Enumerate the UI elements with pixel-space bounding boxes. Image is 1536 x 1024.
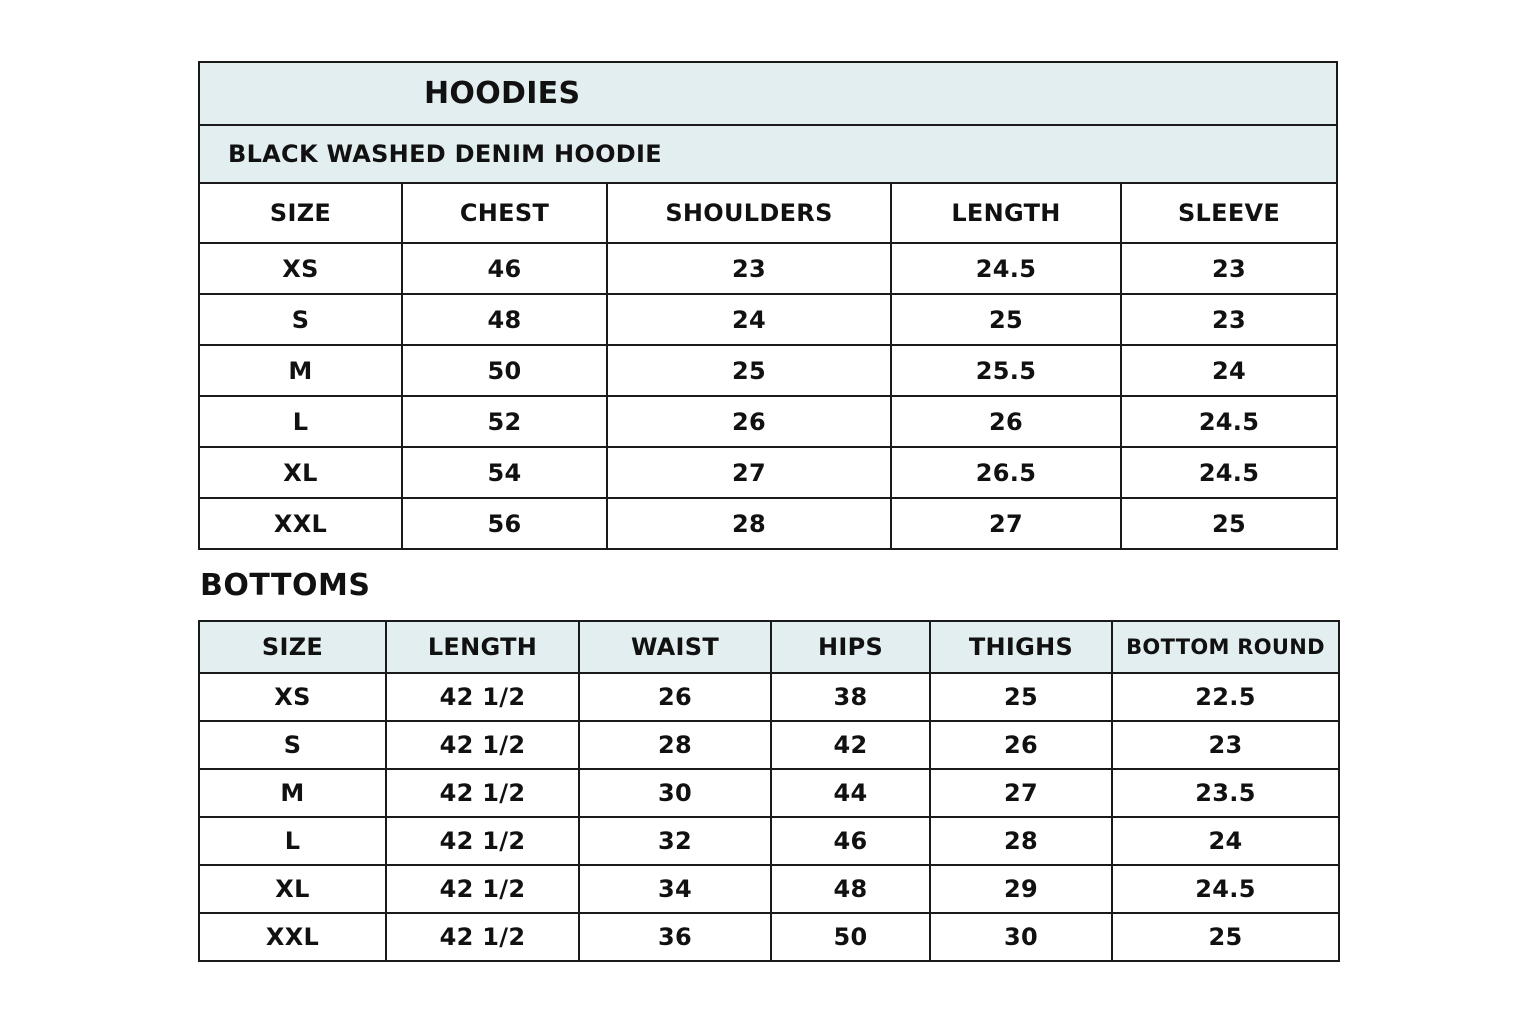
table-cell: 23 — [607, 243, 891, 294]
table-cell: 52 — [402, 396, 607, 447]
column-header: SHOULDERS — [607, 183, 891, 243]
product-name: BLACK WASHED DENIM HOODIE — [199, 125, 1337, 183]
table-cell: 24.5 — [1121, 447, 1337, 498]
column-header: WAIST — [579, 621, 771, 673]
table-cell: 42 — [771, 721, 930, 769]
table-row — [199, 447, 1337, 498]
table-row — [199, 294, 1337, 345]
table-row — [199, 498, 1337, 549]
table-cell: 28 — [930, 817, 1112, 865]
table-cell: S — [199, 294, 402, 345]
table-cell: XXL — [199, 498, 402, 549]
table-row — [199, 345, 1337, 396]
column-header: HIPS — [771, 621, 930, 673]
table-cell: 26 — [607, 396, 891, 447]
column-header: SIZE — [199, 621, 386, 673]
table-cell: 48 — [402, 294, 607, 345]
table-cell: 25 — [1121, 498, 1337, 549]
table-cell: 28 — [607, 498, 891, 549]
table-cell: 23 — [1112, 721, 1339, 769]
table-header-row — [199, 621, 1339, 673]
table-cell: 26 — [579, 673, 771, 721]
table-cell: 27 — [891, 498, 1121, 549]
table-cell: 42 1/2 — [386, 769, 579, 817]
table-cell: XS — [199, 673, 386, 721]
table-cell: 56 — [402, 498, 607, 549]
table-cell: XXL — [199, 913, 386, 961]
column-header: LENGTH — [891, 183, 1121, 243]
table-cell: 25.5 — [891, 345, 1121, 396]
table-cell: 42 1/2 — [386, 817, 579, 865]
table-cell: 23.5 — [1112, 769, 1339, 817]
hoodies-size-table — [198, 61, 1338, 550]
table-row — [199, 817, 1339, 865]
table-cell: 38 — [771, 673, 930, 721]
table-cell: 44 — [771, 769, 930, 817]
table-cell: 42 1/2 — [386, 721, 579, 769]
table-cell: 26 — [891, 396, 1121, 447]
column-header: THIGHS — [930, 621, 1112, 673]
table-row — [199, 673, 1339, 721]
table-cell: 50 — [771, 913, 930, 961]
table-cell: 25 — [930, 673, 1112, 721]
table-cell: 24 — [1121, 345, 1337, 396]
table-row — [199, 865, 1339, 913]
table-row — [199, 396, 1337, 447]
table-cell: 29 — [930, 865, 1112, 913]
table-row — [199, 243, 1337, 294]
table-cell: XL — [199, 447, 402, 498]
table-cell: S — [199, 721, 386, 769]
column-header: SLEEVE — [1121, 183, 1337, 243]
bottoms-title: BOTTOMS — [200, 568, 371, 603]
table-cell: M — [199, 345, 402, 396]
table-cell: 30 — [930, 913, 1112, 961]
table-cell: 50 — [402, 345, 607, 396]
table-cell: 42 1/2 — [386, 673, 579, 721]
table-row — [199, 721, 1339, 769]
table-cell: 25 — [607, 345, 891, 396]
table-row — [199, 913, 1339, 961]
table-cell: 24.5 — [1112, 865, 1339, 913]
table-cell: 22.5 — [1112, 673, 1339, 721]
table-cell: 30 — [579, 769, 771, 817]
table-cell: L — [199, 817, 386, 865]
table-cell: 28 — [579, 721, 771, 769]
table-cell: 23 — [1121, 243, 1337, 294]
column-header: BOTTOM ROUND — [1112, 621, 1339, 673]
table-cell: XL — [199, 865, 386, 913]
table-cell: 34 — [579, 865, 771, 913]
table-cell: 23 — [1121, 294, 1337, 345]
column-header: SIZE — [199, 183, 402, 243]
table-cell: 26.5 — [891, 447, 1121, 498]
table-cell: L — [199, 396, 402, 447]
table-cell: 42 1/2 — [386, 913, 579, 961]
column-header: CHEST — [402, 183, 607, 243]
table-cell: 36 — [579, 913, 771, 961]
table-cell: 27 — [607, 447, 891, 498]
table-cell: 32 — [579, 817, 771, 865]
table-cell: 25 — [891, 294, 1121, 345]
hoodies-title: HOODIES — [199, 62, 1337, 125]
table-cell: 26 — [930, 721, 1112, 769]
table-cell: 27 — [930, 769, 1112, 817]
table-cell: XS — [199, 243, 402, 294]
table-cell: 24.5 — [891, 243, 1121, 294]
table-cell: 24.5 — [1121, 396, 1337, 447]
table-cell: 24 — [607, 294, 891, 345]
table-cell: 42 1/2 — [386, 865, 579, 913]
table-cell: 46 — [771, 817, 930, 865]
table-cell: 46 — [402, 243, 607, 294]
table-cell: 48 — [771, 865, 930, 913]
column-header: LENGTH — [386, 621, 579, 673]
table-row — [199, 769, 1339, 817]
table-cell: 24 — [1112, 817, 1339, 865]
table-header-row — [199, 183, 1337, 243]
bottoms-size-table — [198, 620, 1340, 962]
table-cell: M — [199, 769, 386, 817]
table-cell: 25 — [1112, 913, 1339, 961]
table-cell: 54 — [402, 447, 607, 498]
